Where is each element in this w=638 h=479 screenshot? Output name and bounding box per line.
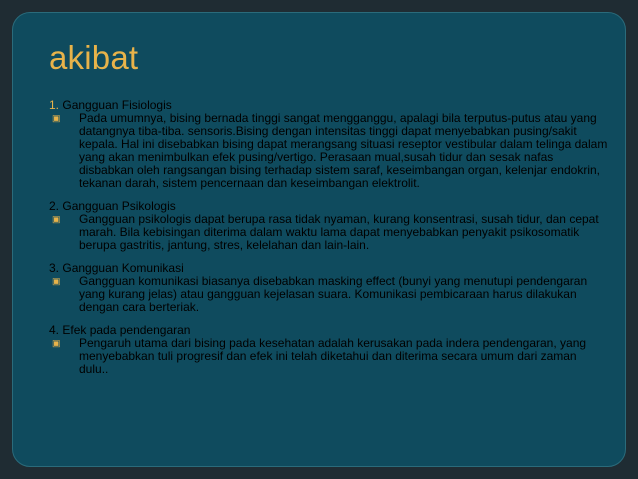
list-item	[49, 213, 609, 252]
section-title: Efek pada pendengaran	[62, 323, 191, 337]
square-bullet-icon: ▣	[52, 276, 61, 286]
section-title: Gangguan Fisiologis	[62, 98, 172, 112]
item-text: Gangguan psikologis dapat berupa rasa tidak nyaman, kurang konsentrasi, susah tidur, dan cepat marah. Bila kebisingan diterima dalam waktu lama dapat menyebabkan penyakit psikosomatik berupa gastritis, jantung, stres, kelelahan dan lain-lain.	[79, 212, 599, 252]
section-gangguan-komunikasi	[49, 262, 609, 314]
section-gangguan-fisiologis	[49, 99, 609, 190]
list-item	[49, 112, 609, 190]
section-number: 1.	[49, 98, 60, 112]
slide-content	[49, 99, 609, 376]
section-number: 3.	[49, 261, 60, 275]
item-text: Pada umumnya, bising bernada tinggi sangat mengganggu, apalagi bila terputus-putus atau yang datangnya tiba-tiba. sensoris.Bising dengan intensitas tinggi dapat menyebabkan pusing/sakit kepala. Hal ini disebabkan bising dapat merangsang situasi reseptor vestibular dalam telinga dalam yang akan menimbulkan efek pusing/vertigo. Perasaan mual,susah tidur dan sesak nafas disbabkan oleh rangsangan bising terhadap sistem saraf, keseimbangan organ, kelenjar endokrin, tekanan darah, sistem pencernaan dan keseimbangan elektrolit.	[79, 111, 608, 190]
square-bullet-icon: ▣	[52, 214, 61, 224]
slide-title: akibat	[49, 39, 139, 76]
list-item	[49, 337, 609, 376]
square-bullet-icon: ▣	[52, 113, 61, 123]
list-item	[49, 275, 609, 314]
section-number: 4.	[49, 323, 60, 337]
section-efek-pendengaran	[49, 324, 609, 376]
section-gangguan-psikologis	[49, 200, 609, 252]
section-number: 2.	[49, 199, 60, 213]
slide-frame	[12, 12, 626, 467]
section-title: Gangguan Komunikasi	[62, 261, 184, 275]
item-text: Pengaruh utama dari bising pada kesehatan adalah kerusakan pada indera pendengaran, yang menyebabkan tuli progresif dan efek ini telah diketahui dan diterima secara umum dari zaman dulu..	[79, 336, 587, 376]
square-bullet-icon: ▣	[52, 338, 61, 348]
item-text: Gangguan komunikasi biasanya disebabkan masking effect (bunyi yang menutupi pendengaran yang kurang jelas) atau gangguan kejelasan suara. Komunikasi pembicaraan harus dilakukan dengan cara berteriak.	[79, 274, 588, 314]
section-title: Gangguan Psikologis	[62, 199, 176, 213]
